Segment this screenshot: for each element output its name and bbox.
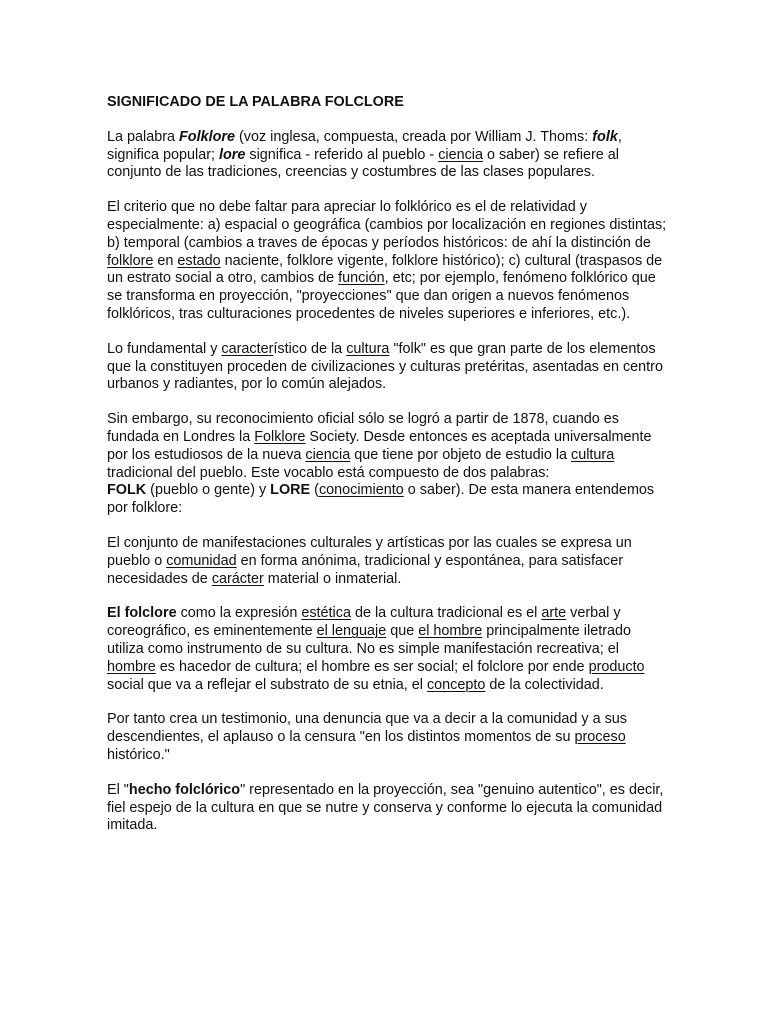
link-funcion[interactable]: función [338, 270, 385, 287]
term-folk-bold: FOLK [107, 482, 147, 499]
link-producto[interactable]: producto [588, 658, 645, 675]
link-caracter-2[interactable]: carácter [211, 570, 264, 587]
text: Lo fundamental y [107, 340, 222, 357]
term-lore-bold: LORE [270, 482, 311, 499]
text: Society. Desde entonces es aceptada universalmente por los estudiosos de la nueva [107, 428, 652, 463]
text: tradicional del pueblo. Este vocablo está compuesto de dos palabras: [107, 464, 550, 481]
link-concepto[interactable]: concepto [426, 676, 486, 693]
text: social que va a reflejar el substrato de su etnia, el [107, 676, 427, 693]
paragraph-2 [107, 199, 667, 324]
link-estetica[interactable]: estética [301, 605, 351, 622]
paragraph-7 [107, 711, 667, 764]
link-el-hombre[interactable]: el hombre [418, 623, 483, 640]
link-ciencia[interactable]: ciencia [305, 446, 351, 463]
text: en [153, 252, 178, 269]
term-el-folclore: El folclore [107, 605, 177, 622]
paragraph-4 [107, 411, 667, 518]
link-cultura[interactable]: cultura [571, 446, 615, 463]
text: verbal y coreográfico, es eminentemente [107, 605, 621, 640]
link-folklore[interactable]: Folklore [254, 428, 306, 445]
text: "folk" es que gran parte de los elementos que la constituyen proceden de civilizaciones y culturas pretéritas, asentadas en centro urbanos y radiantes, por lo común alejados. [107, 340, 663, 393]
link-arte[interactable]: arte [541, 605, 567, 622]
text: que [386, 623, 419, 640]
text: como la expresión [176, 605, 302, 622]
text: histórico." [107, 746, 170, 763]
text: (pueblo o gente) y [146, 482, 271, 499]
link-caracter[interactable]: caracter [221, 340, 274, 357]
text: El conjunto de manifestaciones culturales y artísticas por las cuales se expresa un pueblo o [107, 534, 632, 569]
link-folklore[interactable]: folklore [107, 252, 154, 269]
text: El criterio que no debe faltar para apreciar lo folklórico es el de relatividad y especialmente: a) espacial o geográfica (cambios por localización en regiones distintas; b) temporal (cambios a traves de épocas y períodos históricos: de ahí la distinción de [107, 199, 667, 251]
text: de la cultura tradicional es el [350, 605, 542, 622]
term-folklore: Folklore [179, 128, 235, 145]
text: que tiene por objeto de estudio la [350, 446, 572, 463]
text: " representado en la proyección, sea "genuino autentico", es decir, fiel espejo de la cultura en que se nutre y conserva y conforme lo ejecuta la comunidad imitada. [107, 781, 664, 834]
term-folk: folk [592, 128, 618, 145]
text: El " [107, 781, 129, 798]
text: , etc; por ejemplo, fenómeno folklórico que se transforma en proyección, "proyecciones" que dan origen a nuevos fenómenos folklóricos, tras culturaciones procedentes de niveles superiores e inferiores, etc.). [107, 270, 656, 322]
paragraph-1 [107, 129, 667, 182]
document-title: SIGNIFICADO DE LA PALABRA FOLCLORE [107, 94, 404, 110]
text: Sin embargo, su reconocimiento oficial sólo se logró a partir de 1878, cuando es fundada en Londres la [107, 411, 619, 445]
text: principalmente iletrado utiliza como instrumento de su cultura. No es simple manifestación recreativa; el [107, 623, 632, 657]
text: Por tanto crea un testimonio, una denuncia que va a decir a la comunidad y a sus descendientes, el aplauso o la censura "en los distintos momentos de su [107, 711, 627, 746]
text: es hacedor de cultura; el hombre es ser social; el folclore por ende [155, 658, 589, 675]
link-hombre[interactable]: hombre [107, 658, 156, 675]
text: La palabra [107, 128, 180, 145]
text: en forma anónima, tradicional y espontánea, para satisfacer necesidades de [107, 552, 623, 587]
paragraph-8 [107, 782, 667, 835]
link-cultura[interactable]: cultura [346, 340, 390, 357]
link-el-lenguaje[interactable]: el lenguaje [316, 623, 387, 640]
paragraph-6 [107, 605, 667, 694]
link-comunidad[interactable]: comunidad [166, 552, 237, 569]
text: material o inmaterial. [263, 570, 402, 587]
text: de la colectividad. [485, 676, 604, 693]
text: , significa popular; [107, 128, 622, 163]
text: ( [310, 482, 319, 499]
text: ístico de la [273, 340, 347, 357]
link-estado[interactable]: estado [177, 252, 221, 269]
text: (voz inglesa, compuesta, creada por William J. Thoms: [235, 128, 593, 145]
document-body [107, 94, 667, 852]
text: o saber). De esta manera entendemos por folklore: [107, 482, 655, 517]
paragraph-5 [107, 535, 667, 588]
term-hecho-folclorico: hecho folclórico [128, 781, 241, 798]
text: o saber) se refiere al conjunto de las tradiciones, creencias y costumbres de las clases populares. [107, 146, 619, 181]
link-ciencia[interactable]: ciencia [438, 146, 483, 163]
text: naciente, folklore vigente, folklore histórico); c) cultural (traspasos de un estrato social a otro, cambios de [107, 252, 663, 287]
link-conocimiento[interactable]: conocimiento [318, 482, 404, 499]
paragraph-3 [107, 341, 667, 394]
term-lore: lore [219, 146, 246, 163]
text: significa - referido al pueblo - [245, 146, 439, 163]
link-proceso[interactable]: proceso [574, 729, 626, 746]
